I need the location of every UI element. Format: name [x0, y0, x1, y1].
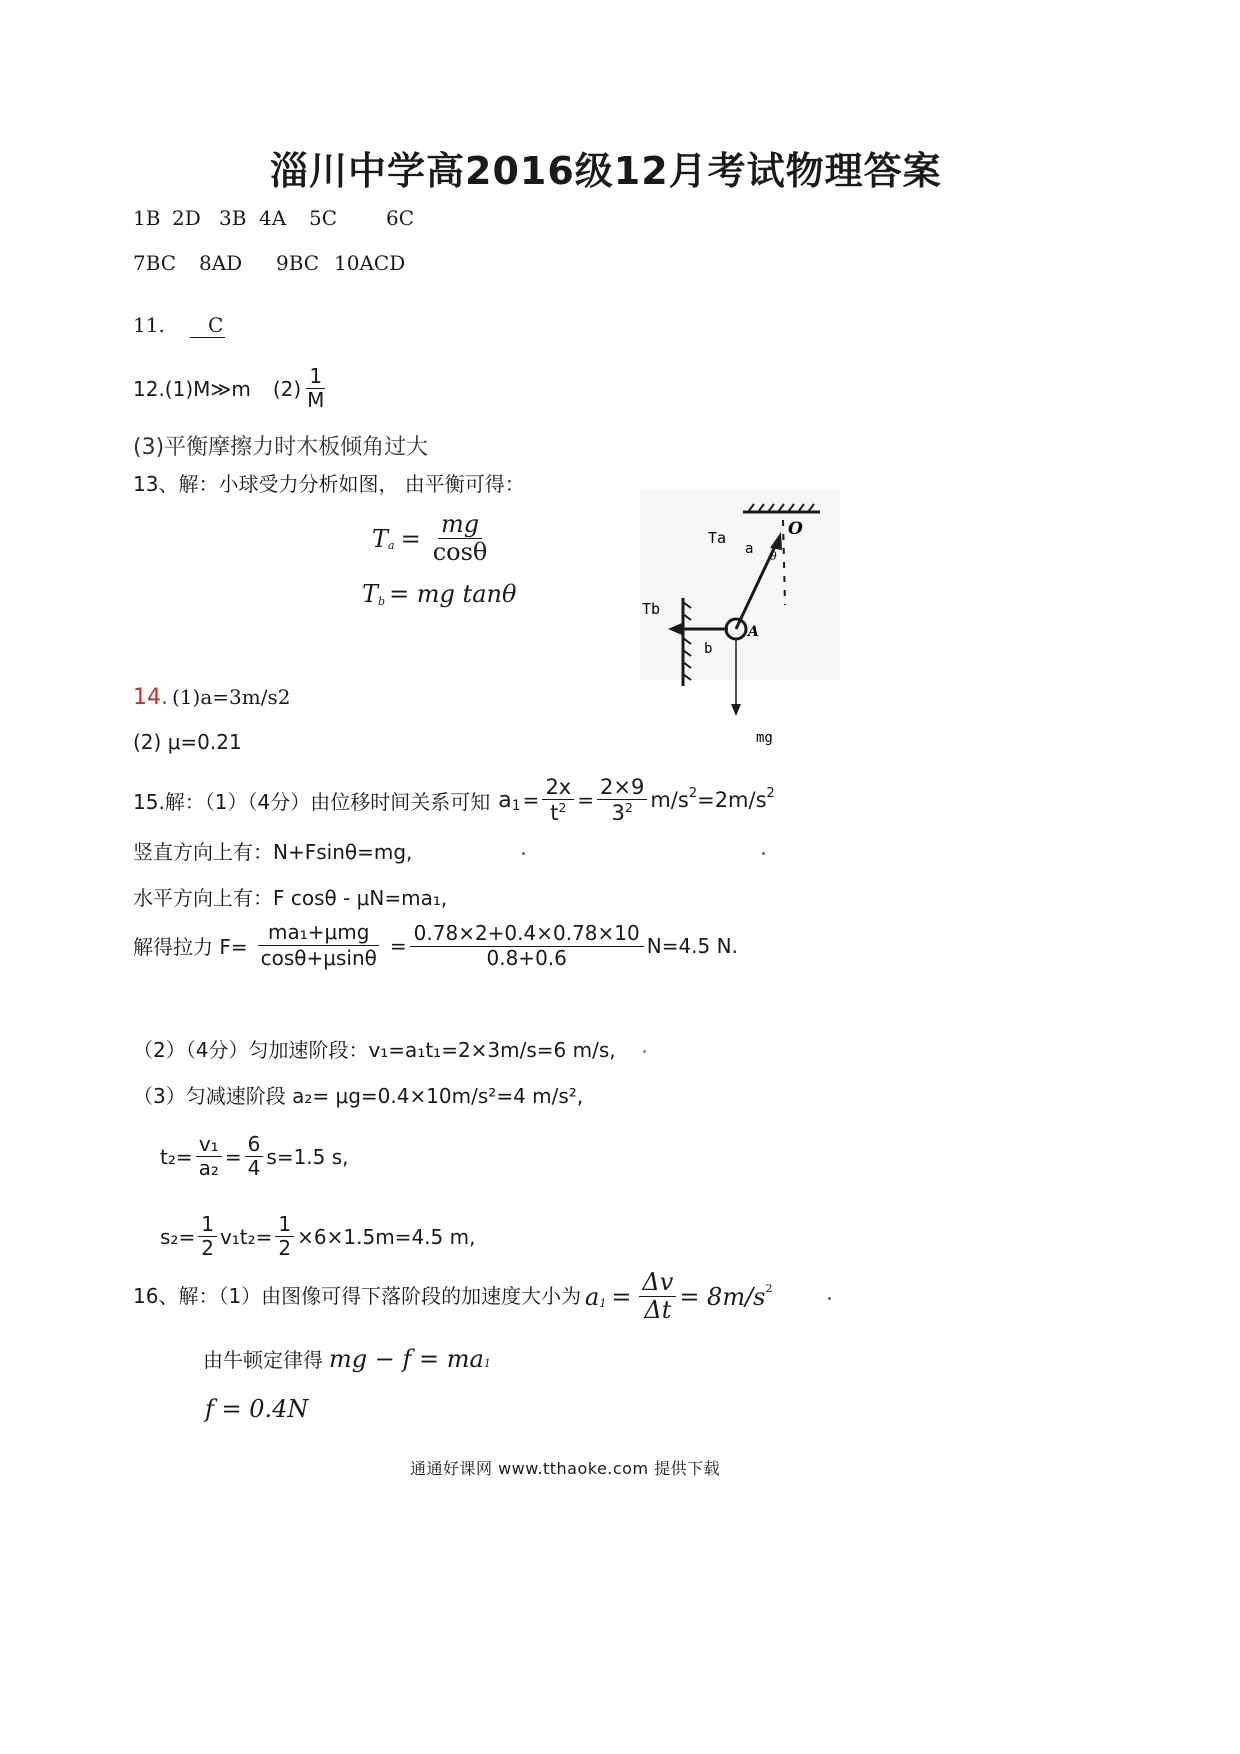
q15-t2-result: s=1.5 s, — [266, 1144, 349, 1169]
q16-a-den: Δt — [644, 1296, 672, 1325]
label-o: O — [788, 519, 803, 539]
q15-s2-den1: 2 — [201, 1236, 214, 1260]
q12-frac-den: M — [307, 388, 325, 412]
q15-frac1: $\frac{2x}{t^2}$ — [542, 776, 574, 824]
q15-s2 — [160, 1214, 475, 1259]
mc-answer-4: 4A — [259, 206, 287, 230]
q13-eq1: T $_a$ = $\frac{mg}{\cos\theta}$ — [372, 512, 493, 565]
mc-answer-9: 9BC — [276, 251, 320, 275]
q15-result-unit: m/s — [650, 788, 689, 813]
q13-eq1-num: mg — [438, 512, 482, 539]
q16-a-sub: 1 — [599, 1297, 607, 1311]
q15-solve-result: N=4.5 N. — [646, 933, 738, 958]
mc-answer-2: 2D — [172, 206, 201, 230]
q15-part3: （3）匀减速阶段 a₂= μg=0.4×10m/s²=4 m/s², — [133, 1084, 584, 1108]
q11-answer — [190, 313, 225, 337]
q11-number: 11. — [133, 313, 165, 337]
q12-frac-num: 1 — [306, 366, 325, 389]
q15-s2-mid: v₁t₂= — [219, 1224, 273, 1249]
label-theta: θ — [770, 550, 777, 563]
q16-intro: 16、解：（1）由图像可得下落阶段的加速度大小为 — [133, 1284, 582, 1308]
label-a: a — [745, 541, 754, 557]
q16-newton-sub: 1 — [483, 1357, 491, 1370]
q15-s2-result: ×6×1.5m=4.5 m, — [297, 1224, 476, 1249]
q13-intro: 13、解：小球受力分析如图， 由平衡可得： — [133, 472, 525, 496]
footer: 通通好课网 www.tthaoke.com 提供下载 — [410, 1459, 721, 1478]
q13-eq1-den: cosθ — [432, 538, 488, 567]
q15-t2-den1: a₂ — [198, 1156, 219, 1180]
q16-accel-eq: a $_1$ = $\frac{\Delta v}{\Delta t}$ = 8m/s $^2$ — [585, 1268, 773, 1325]
label-A: A — [748, 624, 759, 640]
q15-s2-num1: 1 — [198, 1214, 217, 1237]
q15-frac1-den: t — [550, 801, 559, 826]
diagram-background — [640, 490, 840, 680]
q16-f-result: f = 0.4N — [205, 1395, 309, 1423]
q15-solve-frac2 — [410, 920, 644, 970]
q13-eq2-lhs: T — [362, 580, 379, 608]
q16-a-num: Δv — [639, 1270, 676, 1297]
q15-s2-frac2 — [275, 1214, 294, 1259]
stray-mark — [828, 1297, 831, 1300]
stray-mark — [762, 852, 765, 855]
q15-t2-num2: 6 — [245, 1134, 264, 1157]
q15-t2-prefix: t₂= — [160, 1144, 193, 1169]
mc-answer-3: 3B — [219, 206, 247, 230]
q15-t2-frac2 — [245, 1134, 264, 1179]
q15-frac2-num: 2×9 — [597, 776, 647, 800]
q15-t2-num1: v₁ — [196, 1134, 222, 1157]
q15-solve-num: ma₁+μmg — [258, 922, 379, 946]
q14-part1: (1)a=3m/s2 — [172, 685, 291, 709]
q16-a-result: = 8m/s — [679, 1282, 766, 1311]
q15-solve-prefix: 解得拉力 F= — [133, 935, 248, 959]
mc-answer-5: 5C — [309, 206, 338, 230]
q16-accel-frac — [639, 1270, 676, 1323]
q12-line1 — [133, 366, 330, 411]
q11-answer-text: C — [190, 313, 225, 338]
q15-s2-frac1 — [198, 1214, 217, 1259]
q15-vertical: 竖直方向上有：N+Fsinθ=mg, — [133, 840, 413, 864]
q15-line1: 15.解：（1）（4分）由位移时间关系可知 a $_1$ = $\frac{2x}{t^2}$ = $\frac{2\times 9}{3^2}$ m/s $^2$ =2m/s $^2$ — [133, 775, 775, 826]
q15-solve-den2: 0.8+0.6 — [486, 945, 567, 970]
q14-number: 14. — [133, 685, 168, 710]
q16-a-lhs: a — [585, 1282, 600, 1311]
q12-part1: 12.(1)M≫m — [133, 376, 251, 401]
mc-answer-10: 10ACD — [334, 251, 406, 275]
q15-solve-num2: 0.78×2+0.4×0.78×10 — [410, 923, 644, 947]
q13-eq2-rhs: = mg tanθ — [389, 580, 517, 608]
q15-part2: （2）（4分）匀加速阶段：v₁=a₁t₁=2×3m/s=6 m/s, — [133, 1038, 616, 1062]
q15-s2-num2: 1 — [275, 1214, 294, 1237]
page-title: 淄川中学高2016级12月考试物理答案 — [270, 149, 942, 193]
mc-answer-8: 8AD — [199, 251, 243, 275]
q15-horizontal: 水平方向上有：F cosθ - μN=ma₁, — [133, 886, 448, 910]
q12-part3: (3)平衡摩擦力时木板倾角过大 — [133, 435, 429, 460]
q15-frac2: $\frac{2\times 9}{3^2}$ — [597, 776, 647, 824]
q13-eq1-fraction — [430, 512, 491, 565]
label-mg: mg — [756, 730, 773, 746]
q13-eq1-sub: a — [388, 539, 395, 553]
q14-line1 — [133, 685, 290, 710]
mc-answer-7: 7BC — [133, 251, 177, 275]
q12-fraction — [304, 366, 327, 411]
q16-newton-eq: mg − f = ma — [329, 1345, 484, 1373]
q13-eq2 — [362, 580, 516, 608]
q15-solve-frac1 — [251, 922, 387, 969]
label-b: b — [704, 641, 713, 657]
q16-newton-prefix: 由牛顿定律得 — [203, 1348, 323, 1372]
label-tb: Tb — [642, 600, 661, 618]
q15-s2-den2: 2 — [278, 1236, 292, 1260]
q15-t2-frac1 — [196, 1134, 222, 1179]
q13-eq1-lhs: T — [372, 524, 389, 553]
q15-frac2-den: 3 — [611, 801, 625, 826]
force-diagram — [630, 490, 845, 760]
q15-t2: t₂= $\frac{\text{v₁}}{\text{a₂}}$ = $\frac{6}{4}$ s=1.5 s, — [160, 1132, 349, 1180]
q15-s2-prefix: s₂= — [160, 1224, 196, 1249]
q15-frac1-num: 2x — [542, 776, 574, 800]
q15-a1-sub: 1 — [511, 798, 521, 815]
stray-mark — [522, 852, 525, 855]
q14-part2: (2) μ=0.21 — [133, 730, 242, 754]
q15-t2-den2: 4 — [247, 1156, 261, 1180]
q16-newton — [203, 1344, 491, 1373]
label-ta: Ta — [708, 529, 727, 547]
q15-intro: 15.解：（1）（4分）由位移时间关系可知 — [133, 789, 491, 814]
q15-solve-den: cosθ+μsinθ — [260, 946, 377, 970]
mc-answer-1: 1B — [133, 206, 161, 230]
q12-part2-prefix: (2) — [272, 376, 302, 401]
gravity-arrow — [731, 704, 741, 716]
q13-eq2-sub: b — [378, 595, 386, 608]
q15-result: =2m/s — [697, 788, 767, 813]
q15-a1: a — [498, 787, 512, 813]
q15-solve: 解得拉力 F= $\frac{\text{ma₁+μmg}}{\cos\theta+\mu\sin\theta}$ = $\frac{0.78\times 2+0.4\times 0.78\times 10}{0.8+0.6}$ N=4.5 N. — [133, 920, 738, 970]
stray-mark — [643, 1050, 646, 1053]
mc-answer-6: 6C — [386, 206, 415, 230]
